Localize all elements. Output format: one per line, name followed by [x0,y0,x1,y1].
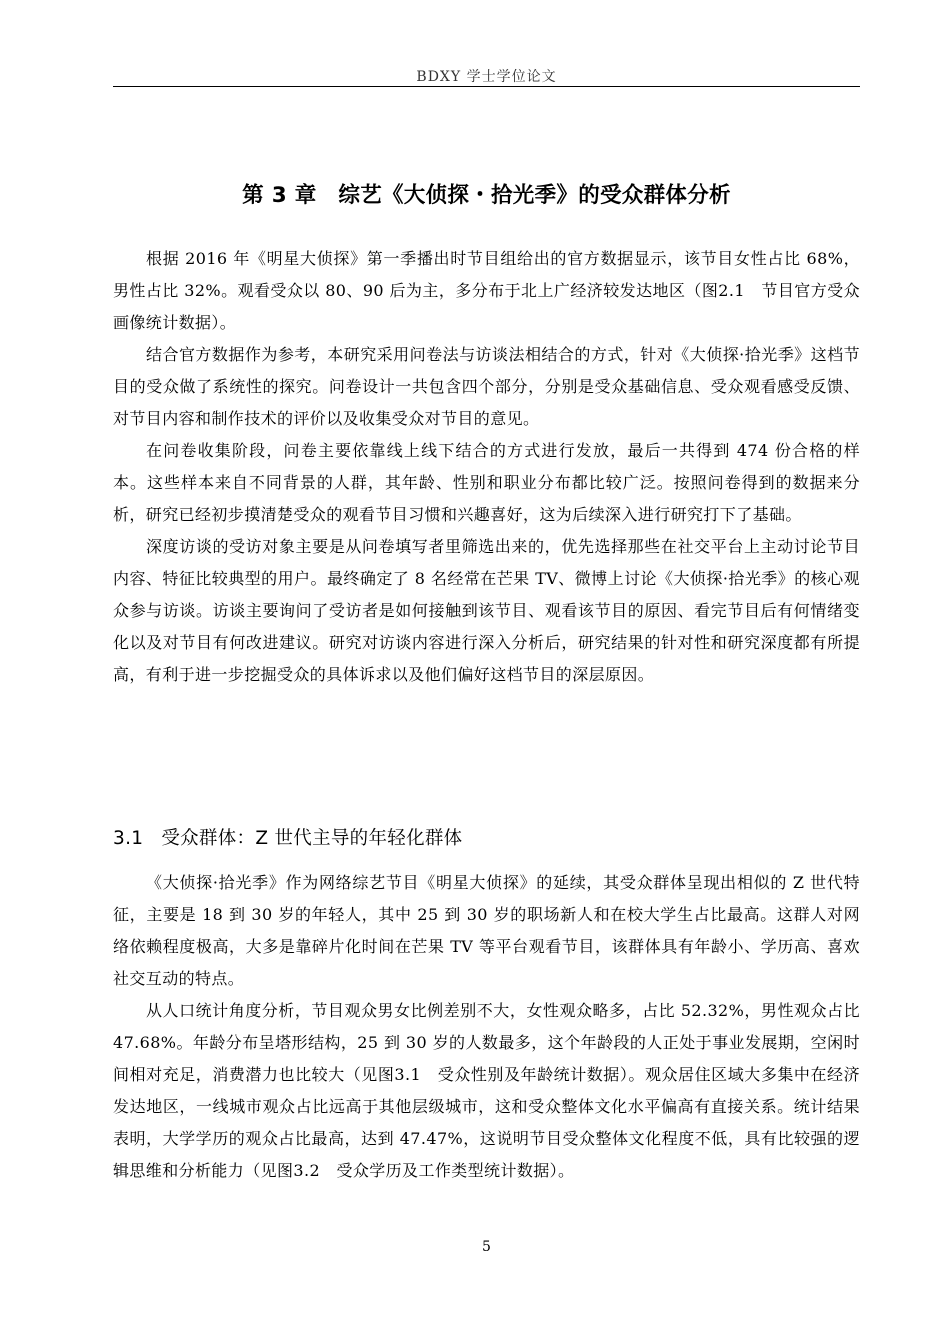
paragraph: 根据 2016 年《明星大侦探》第一季播出时节目组给出的官方数据显示，该节目女性占比 68%，男性占比 32%。观看受众以 80、90 后为主，多分布于北上广经济较发达地区（图2.1 节目官方受众画像统计数据）。 [113,249,860,332]
chapter-title: 第 3 章 综艺《大侦探・拾光季》的受众群体分析 [242,183,731,208]
intro-body [113,243,860,691]
header-rule [113,86,860,87]
page-number: 5 [482,1239,491,1255]
section-number: 3.1 [113,828,144,849]
section-heading [113,824,860,850]
running-header: BDXY 学士学位论文 [416,69,557,85]
section-body [113,867,860,1187]
paragraph: 从人口统计角度分析，节目观众男女比例差别不大，女性观众略多，占比 52.32%，男性观众占比 47.68%。年龄分布呈塔形结构，25 到 30 岁的人数最多，这个年龄段的人正处于事业发展期，空闲时间相对充足，消费潜力也比较大（见图3.1 受众性别及年龄统计数据）。观众居住区域大多集中在经济发达地区，一线城市观众占比远高于其他层级城市，这和受众整体文化水平偏高有直接关系。统计结果表明，大学学历的观众占比最高，达到 47.47%，这说明节目受众整体文化程度不低，具有比较强的逻辑思维和分析能力（见图3.2 受众学历及工作类型统计数据）。 [113,1001,860,1180]
paragraph: 深度访谈的受访对象主要是从问卷填写者里筛选出来的，优先选择那些在社交平台上主动讨论节目内容、特征比较典型的用户。最终确定了 8 名经常在芒果 TV、微博上讨论《大侦探·拾光季》的核心观众参与访谈。访谈主要询问了受访者是如何接触到该节目、观看该节目的原因、看完节目后有何情绪变化以及对节目有何改进建议。研究对访谈内容进行深入分析后，研究结果的针对性和研究深度都有所提高，有利于进一步挖掘受众的具体诉求以及他们偏好这档节目的深层原因。 [113,537,860,684]
paragraph: 在问卷收集阶段，问卷主要依靠线上线下结合的方式进行发放，最后一共得到 474 份合格的样本。这些样本来自不同背景的人群，其年龄、性别和职业分布都比较广泛。按照问卷得到的数据来分析，研究已经初步摸清楚受众的观看节目习惯和兴趣喜好，这为后续深入进行研究打下了基础。 [113,441,860,524]
paragraph: 《大侦探·拾光季》作为网络综艺节目《明星大侦探》的延续，其受众群体呈现出相似的 Z 世代特征，主要是 18 到 30 岁的年轻人，其中 25 到 30 岁的职场新人和在校大学生占比最高。这群人对网络依赖程度极高，大多是靠碎片化时间在芒果 TV 等平台观看节目，该群体具有年龄小、学历高、喜欢社交互动的特点。 [113,873,860,988]
paragraph: 结合官方数据作为参考，本研究采用问卷法与访谈法相结合的方式，针对《大侦探·拾光季》这档节目的受众做了系统性的探究。问卷设计一共包含四个部分，分别是受众基础信息、受众观看感受反馈、对节目内容和制作技术的评价以及收集受众对节目的意见。 [113,345,860,428]
section-title: 受众群体：Z 世代主导的年轻化群体 [161,828,463,849]
